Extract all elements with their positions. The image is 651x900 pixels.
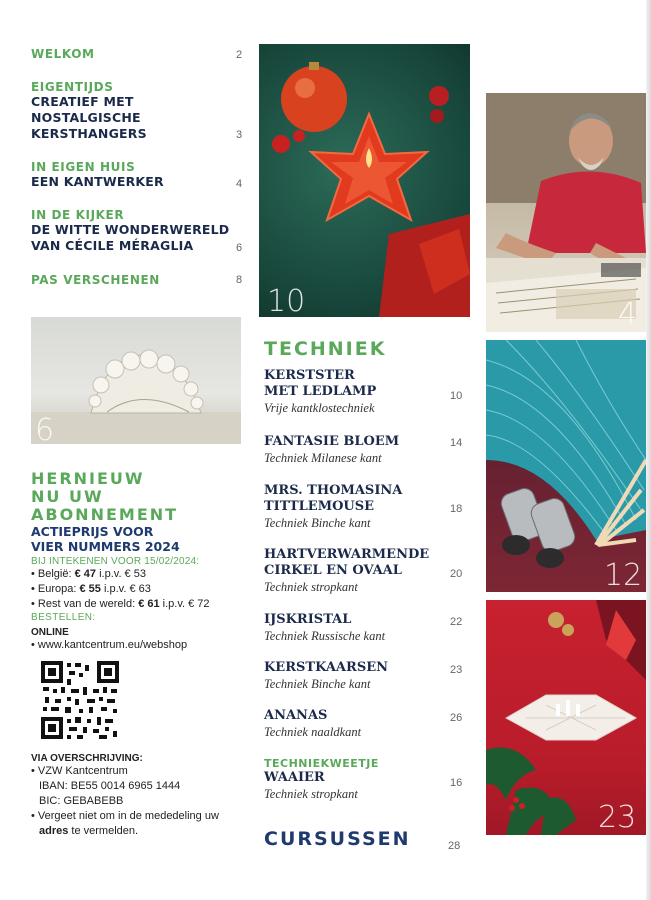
subscription-heading-3: ABONNEMENT bbox=[31, 505, 179, 524]
price-list bbox=[31, 567, 241, 612]
techniek-section bbox=[264, 338, 464, 360]
weetje-kicker: TECHNIEKWEETJE bbox=[264, 757, 379, 770]
photo-page-number: 4 bbox=[618, 297, 638, 332]
fan-image bbox=[486, 340, 646, 592]
online-label: ONLINE bbox=[31, 627, 69, 638]
price-row bbox=[31, 567, 241, 582]
webshop-link[interactable]: • www.kantcentrum.eu/webshop bbox=[31, 639, 188, 651]
techniek-sub: Techniek stropkant bbox=[264, 580, 358, 594]
cursussen-heading: CURSUSSEN bbox=[264, 828, 411, 850]
photo-page-number: 12 bbox=[604, 558, 643, 592]
bank-details bbox=[31, 764, 241, 839]
price-old: i.p.v. € 53 bbox=[96, 568, 146, 580]
weetje-page: 16 bbox=[450, 777, 463, 789]
techniek-page: 23 bbox=[450, 664, 463, 676]
techniek-page: 26 bbox=[450, 712, 463, 724]
bank-bic: BIC: GEBABEBB bbox=[39, 795, 124, 807]
techniek-item bbox=[264, 708, 464, 740]
entry-title: CREATIEF MET NOSTALGISCHE KERSTHANGERS bbox=[31, 94, 147, 141]
christmas-star-image bbox=[259, 44, 470, 317]
techniek-page: 20 bbox=[450, 568, 463, 580]
entry-page: 2 bbox=[236, 49, 243, 61]
subscription-heading-1: HERNIEUW bbox=[31, 469, 145, 488]
entry-kicker: IN DE KIJKER bbox=[31, 208, 125, 222]
lace-dome-photo bbox=[31, 317, 241, 444]
entry-page: 4 bbox=[236, 178, 243, 190]
page-edge bbox=[646, 0, 651, 900]
bank-name: • VZW Kantcentrum bbox=[31, 765, 128, 777]
techniek-item bbox=[264, 483, 464, 531]
contents-entry-in-de-kijker bbox=[31, 208, 246, 254]
price-old: i.p.v. € 72 bbox=[159, 598, 210, 610]
entry-page: 3 bbox=[236, 129, 243, 141]
price-value: € 61 bbox=[138, 598, 160, 610]
techniek-item bbox=[264, 660, 464, 692]
entry-title: DE WITTE WONDERWERELD VAN CÉCILE MÉRAGLIA bbox=[31, 222, 230, 253]
christmas-candles-photo bbox=[486, 600, 646, 835]
subscription-heading-2: NU UW bbox=[31, 487, 104, 506]
price-region: • België: bbox=[31, 568, 75, 580]
techniek-sub: Vrije kantklostechniek bbox=[264, 401, 375, 415]
lace-dome-image bbox=[31, 317, 241, 444]
techniek-page: 10 bbox=[450, 390, 463, 402]
entry-page: 8 bbox=[236, 274, 243, 286]
entry-page: 6 bbox=[236, 242, 243, 254]
deadline-text: BIJ INTEKENEN VOOR 15/02/2024: bbox=[31, 556, 200, 567]
price-value: € 47 bbox=[74, 568, 97, 580]
techniek-item bbox=[264, 612, 464, 644]
entry-title: EEN KANTWERKER bbox=[31, 174, 164, 189]
subscription-box bbox=[31, 470, 241, 839]
techniek-sub: Techniek Milanese kant bbox=[264, 451, 382, 465]
techniek-title: IJSKRISTAL bbox=[264, 612, 352, 627]
entry-kicker: IN EIGEN HUIS bbox=[31, 160, 136, 174]
offer-line-1: ACTIEPRIJS VOOR bbox=[31, 524, 154, 539]
order-label: BESTELLEN: bbox=[31, 612, 96, 623]
lacemaker-photo bbox=[486, 93, 646, 332]
contents-entry-pas-verschenen bbox=[31, 273, 246, 287]
techniek-sub: Techniek Binche kant bbox=[264, 677, 371, 691]
cursussen-item bbox=[264, 828, 464, 850]
price-row bbox=[31, 597, 241, 612]
price-region: • Rest van de wereld: bbox=[31, 598, 139, 610]
techniekweetje-item bbox=[264, 757, 464, 802]
techniek-title: HARTVERWARMENDE CIRKEL EN OVAAL bbox=[264, 547, 430, 578]
techniek-item bbox=[264, 434, 464, 466]
techniek-page: 22 bbox=[450, 616, 463, 628]
weetje-sub: Techniek stropkant bbox=[264, 787, 358, 801]
weetje-title: WAAIER bbox=[264, 770, 325, 785]
transfer-note bbox=[31, 809, 241, 839]
contents-entry-eigen-huis bbox=[31, 160, 246, 190]
photo-page-number: 10 bbox=[267, 284, 306, 317]
note-text-end: te vermelden. bbox=[68, 825, 139, 837]
techniek-title: ANANAS bbox=[264, 708, 328, 723]
price-old: i.p.v. € 63 bbox=[100, 583, 151, 595]
techniek-item bbox=[264, 368, 464, 416]
techniek-title: MRS. THOMASINA TITTLEMOUSE bbox=[264, 483, 403, 514]
price-value: € 55 bbox=[79, 583, 101, 595]
offer-text bbox=[31, 524, 241, 554]
cursussen-page: 28 bbox=[448, 840, 461, 852]
contents-entry-eigentijds bbox=[31, 80, 246, 142]
techniek-item bbox=[264, 547, 464, 595]
qr-code bbox=[41, 661, 119, 739]
entry-kicker: PAS VERSCHENEN bbox=[31, 273, 160, 287]
transfer-label: VIA OVERSCHRIJVING: bbox=[31, 753, 143, 764]
price-row bbox=[31, 582, 241, 597]
techniek-heading: TECHNIEK bbox=[264, 338, 387, 360]
techniek-title: KERSTKAARSEN bbox=[264, 660, 389, 675]
fan-photo bbox=[486, 340, 646, 592]
techniek-sub: Techniek Binche kant bbox=[264, 516, 371, 530]
bank-iban: IBAN: BE55 0014 6965 1444 bbox=[39, 780, 181, 792]
techniek-page: 14 bbox=[450, 437, 463, 449]
contents-entry-welkom bbox=[31, 47, 246, 61]
price-region: • Europa: bbox=[31, 583, 80, 595]
techniek-title: KERSTSTER MET LEDLAMP bbox=[264, 368, 377, 399]
photo-page-number: 23 bbox=[598, 800, 637, 835]
photo-page-number: 6 bbox=[35, 413, 55, 444]
techniek-page: 18 bbox=[450, 503, 463, 515]
offer-line-2: VIER NUMMERS 2024 bbox=[31, 539, 180, 554]
entry-kicker: WELKOM bbox=[31, 47, 95, 61]
entry-kicker: EIGENTIJDS bbox=[31, 80, 114, 94]
subscription-heading bbox=[31, 470, 241, 524]
techniek-sub: Techniek naaldkant bbox=[264, 725, 362, 739]
techniek-title: FANTASIE BLOEM bbox=[264, 434, 400, 449]
christmas-star-photo bbox=[259, 44, 470, 317]
note-text: • Vergeet niet om in de mededeling uw bbox=[31, 810, 219, 822]
note-bold: adres bbox=[39, 825, 69, 837]
techniek-sub: Techniek Russische kant bbox=[264, 629, 386, 643]
